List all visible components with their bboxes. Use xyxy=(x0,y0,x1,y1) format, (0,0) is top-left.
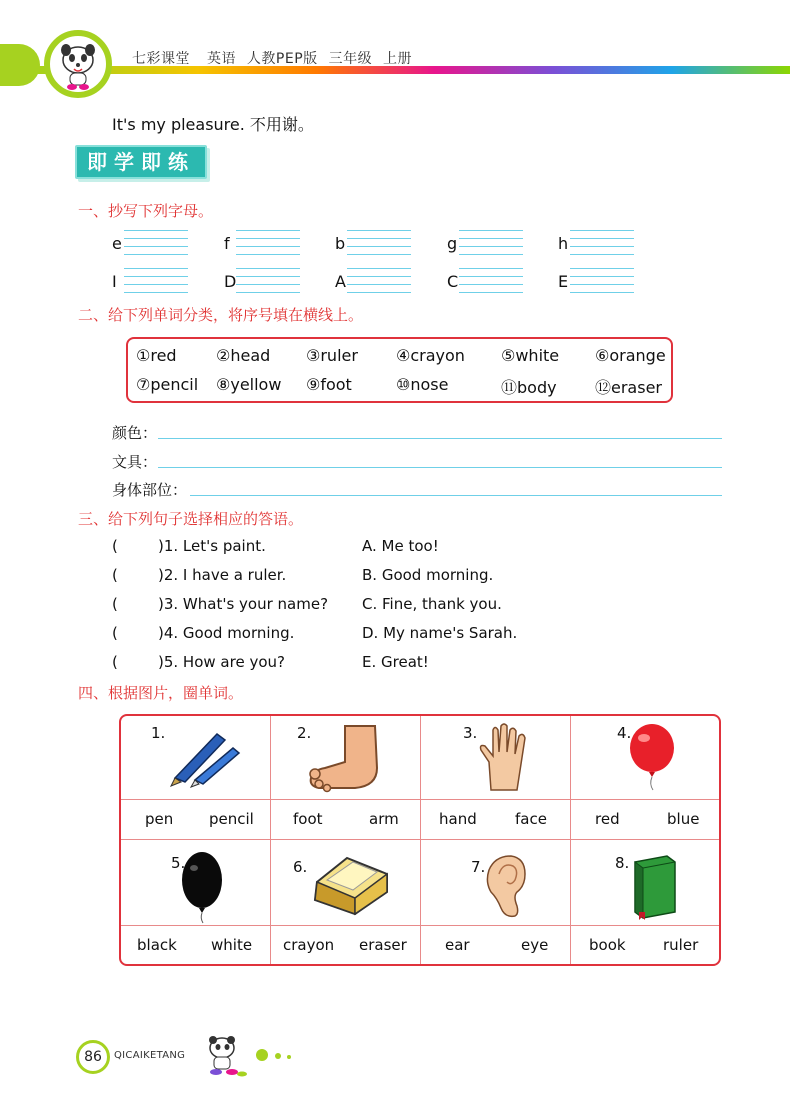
word-choice-cell xyxy=(421,926,571,966)
header-title xyxy=(132,48,424,68)
practice-badge: 即学即练 xyxy=(75,145,207,179)
book-icon xyxy=(629,852,679,920)
letter-label: b xyxy=(335,234,346,253)
letter-copy-cell xyxy=(112,266,212,296)
ear-icon xyxy=(485,852,529,920)
letter-copy-cell xyxy=(447,266,547,296)
letter-copy-cell xyxy=(335,266,435,296)
category-colors-answer-line[interactable] xyxy=(158,438,722,439)
header-volume: 上册 xyxy=(383,51,413,67)
question-item[interactable]: ( )2. I have a ruler. xyxy=(112,566,287,584)
handwriting-lines[interactable] xyxy=(459,266,523,296)
letter-label: C xyxy=(447,272,459,291)
picture-cell xyxy=(271,716,421,800)
word-option[interactable]: book xyxy=(589,936,626,954)
handwriting-lines[interactable] xyxy=(459,228,523,258)
page-number: 86 xyxy=(76,1040,110,1074)
letter-copy-cell xyxy=(447,228,547,258)
word-option[interactable]: crayon xyxy=(283,936,335,954)
black-balloon-icon xyxy=(179,850,225,924)
category-stationery-label: 文具： xyxy=(112,453,158,471)
word-option[interactable]: hand xyxy=(439,810,477,828)
letter-label: E xyxy=(558,272,569,291)
handwriting-lines[interactable] xyxy=(124,228,188,258)
letter-label: D xyxy=(224,272,237,291)
item-number: 8. xyxy=(615,854,630,872)
hand-icon xyxy=(477,722,533,792)
category-colors-label: 颜色： xyxy=(112,424,158,442)
handwriting-lines[interactable] xyxy=(570,228,634,258)
answer-option: E. Great! xyxy=(362,653,429,671)
word-option[interactable]: white xyxy=(211,936,253,954)
word-item: ①red xyxy=(136,346,177,365)
answer-option: C. Fine, thank you. xyxy=(362,595,502,613)
answer-option: A. Me too! xyxy=(362,537,439,555)
letter-label: I xyxy=(112,272,117,291)
word-choice-cell xyxy=(421,800,571,840)
header-edition: 人教PEP版 xyxy=(246,51,318,67)
word-option[interactable]: pencil xyxy=(209,810,254,828)
word-item: ⑦pencil xyxy=(136,375,199,394)
letter-copy-cell xyxy=(335,228,435,258)
word-choice-cell xyxy=(121,926,271,966)
word-item: ⑧yellow xyxy=(216,375,282,394)
item-number: 6. xyxy=(293,858,308,876)
intro-sentence: It's my pleasure. 不用谢。 xyxy=(112,115,314,134)
item-number: 1. xyxy=(151,724,166,742)
word-option[interactable]: blue xyxy=(667,810,700,828)
header-grade: 三年级 xyxy=(328,51,373,67)
foot-icon xyxy=(305,722,395,794)
header-series: 七彩课堂 xyxy=(132,51,190,67)
item-number: 7. xyxy=(471,858,486,876)
mascot-logo xyxy=(44,30,112,98)
handwriting-lines[interactable] xyxy=(124,266,188,296)
category-body-answer-line[interactable] xyxy=(190,495,722,496)
handwriting-lines[interactable] xyxy=(347,228,411,258)
pen-icon xyxy=(167,720,243,790)
word-choice-cell xyxy=(271,800,421,840)
word-option[interactable]: foot xyxy=(293,810,323,828)
word-option[interactable]: ear xyxy=(445,936,470,954)
picture-cell xyxy=(421,840,571,926)
section1-title: 一、抄写下列字母。 xyxy=(78,202,214,220)
word-option[interactable]: red xyxy=(595,810,620,828)
word-option[interactable]: eye xyxy=(521,936,549,954)
picture-cell xyxy=(121,716,271,800)
handwriting-lines[interactable] xyxy=(236,266,300,296)
letter-label: h xyxy=(558,234,569,253)
word-option[interactable]: ruler xyxy=(663,936,699,954)
category-body-label: 身体部位： xyxy=(112,481,188,499)
section3-title: 三、给下列句子选择相应的答语。 xyxy=(78,510,304,528)
red-balloon-icon xyxy=(627,722,677,792)
letter-label: f xyxy=(224,234,230,253)
handwriting-lines[interactable] xyxy=(570,266,634,296)
question-item[interactable]: ( )5. How are you? xyxy=(112,653,285,671)
panda-mascot-icon xyxy=(50,36,106,92)
word-option[interactable]: arm xyxy=(369,810,399,828)
item-number: 3. xyxy=(463,724,478,742)
letter-label: g xyxy=(447,234,458,253)
letter-copy-cell xyxy=(112,228,212,258)
decor-dot xyxy=(275,1053,281,1059)
word-item: ⑨foot xyxy=(306,375,352,394)
section4-title: 四、根据图片，圈单词。 xyxy=(78,684,244,702)
picture-cell xyxy=(121,840,271,926)
word-item: ⑩nose xyxy=(396,375,449,394)
letter-copy-cell xyxy=(224,228,324,258)
picture-word-grid xyxy=(119,714,721,966)
picture-cell xyxy=(571,716,721,800)
picture-cell xyxy=(571,840,721,926)
item-number: 5. xyxy=(171,854,186,872)
item-number: 2. xyxy=(297,724,312,742)
word-choice-cell xyxy=(271,926,421,966)
letter-label: A xyxy=(335,272,346,291)
eraser-icon xyxy=(307,852,393,918)
question-item[interactable]: ( )4. Good morning. xyxy=(112,624,295,642)
word-item: ⑪body xyxy=(501,378,557,397)
footer-brand: QICAIKETANG xyxy=(114,1050,186,1061)
word-item: ⑫eraser xyxy=(595,378,662,397)
header-subject: 英语 xyxy=(206,51,236,67)
footer-panda-icon xyxy=(200,1030,252,1080)
answer-option: B. Good morning. xyxy=(362,566,494,584)
word-option[interactable]: black xyxy=(137,936,177,954)
handwriting-lines[interactable] xyxy=(347,266,411,296)
question-item[interactable]: ( )3. What's your name? xyxy=(112,595,329,613)
letter-copy-cell xyxy=(224,266,324,296)
handwriting-lines[interactable] xyxy=(236,228,300,258)
word-item: ⑤white xyxy=(501,346,560,365)
picture-cell xyxy=(271,840,421,926)
word-item: ④crayon xyxy=(396,346,465,365)
word-item: ⑥orange xyxy=(595,346,666,365)
word-option[interactable]: pen xyxy=(145,810,174,828)
word-bank-box xyxy=(126,337,673,403)
answer-option: D. My name's Sarah. xyxy=(362,624,518,642)
word-choice-cell xyxy=(571,926,721,966)
decor-dot xyxy=(287,1055,291,1059)
section2-title: 二、给下列单词分类，将序号填在横线上。 xyxy=(78,306,364,324)
category-stationery-answer-line[interactable] xyxy=(158,467,722,468)
letter-copy-cell xyxy=(558,228,658,258)
header-green-tab xyxy=(0,44,40,86)
letter-label: e xyxy=(112,234,122,253)
picture-cell xyxy=(421,716,571,800)
word-item: ③ruler xyxy=(306,346,358,365)
letter-copy-cell xyxy=(558,266,658,296)
decor-dot xyxy=(256,1049,268,1061)
word-option[interactable]: face xyxy=(515,810,547,828)
word-choice-cell xyxy=(121,800,271,840)
item-number: 4. xyxy=(617,724,632,742)
word-option[interactable]: eraser xyxy=(359,936,407,954)
question-item[interactable]: ( )1. Let's paint. xyxy=(112,537,266,555)
word-choice-cell xyxy=(571,800,721,840)
word-item: ②head xyxy=(216,346,271,365)
